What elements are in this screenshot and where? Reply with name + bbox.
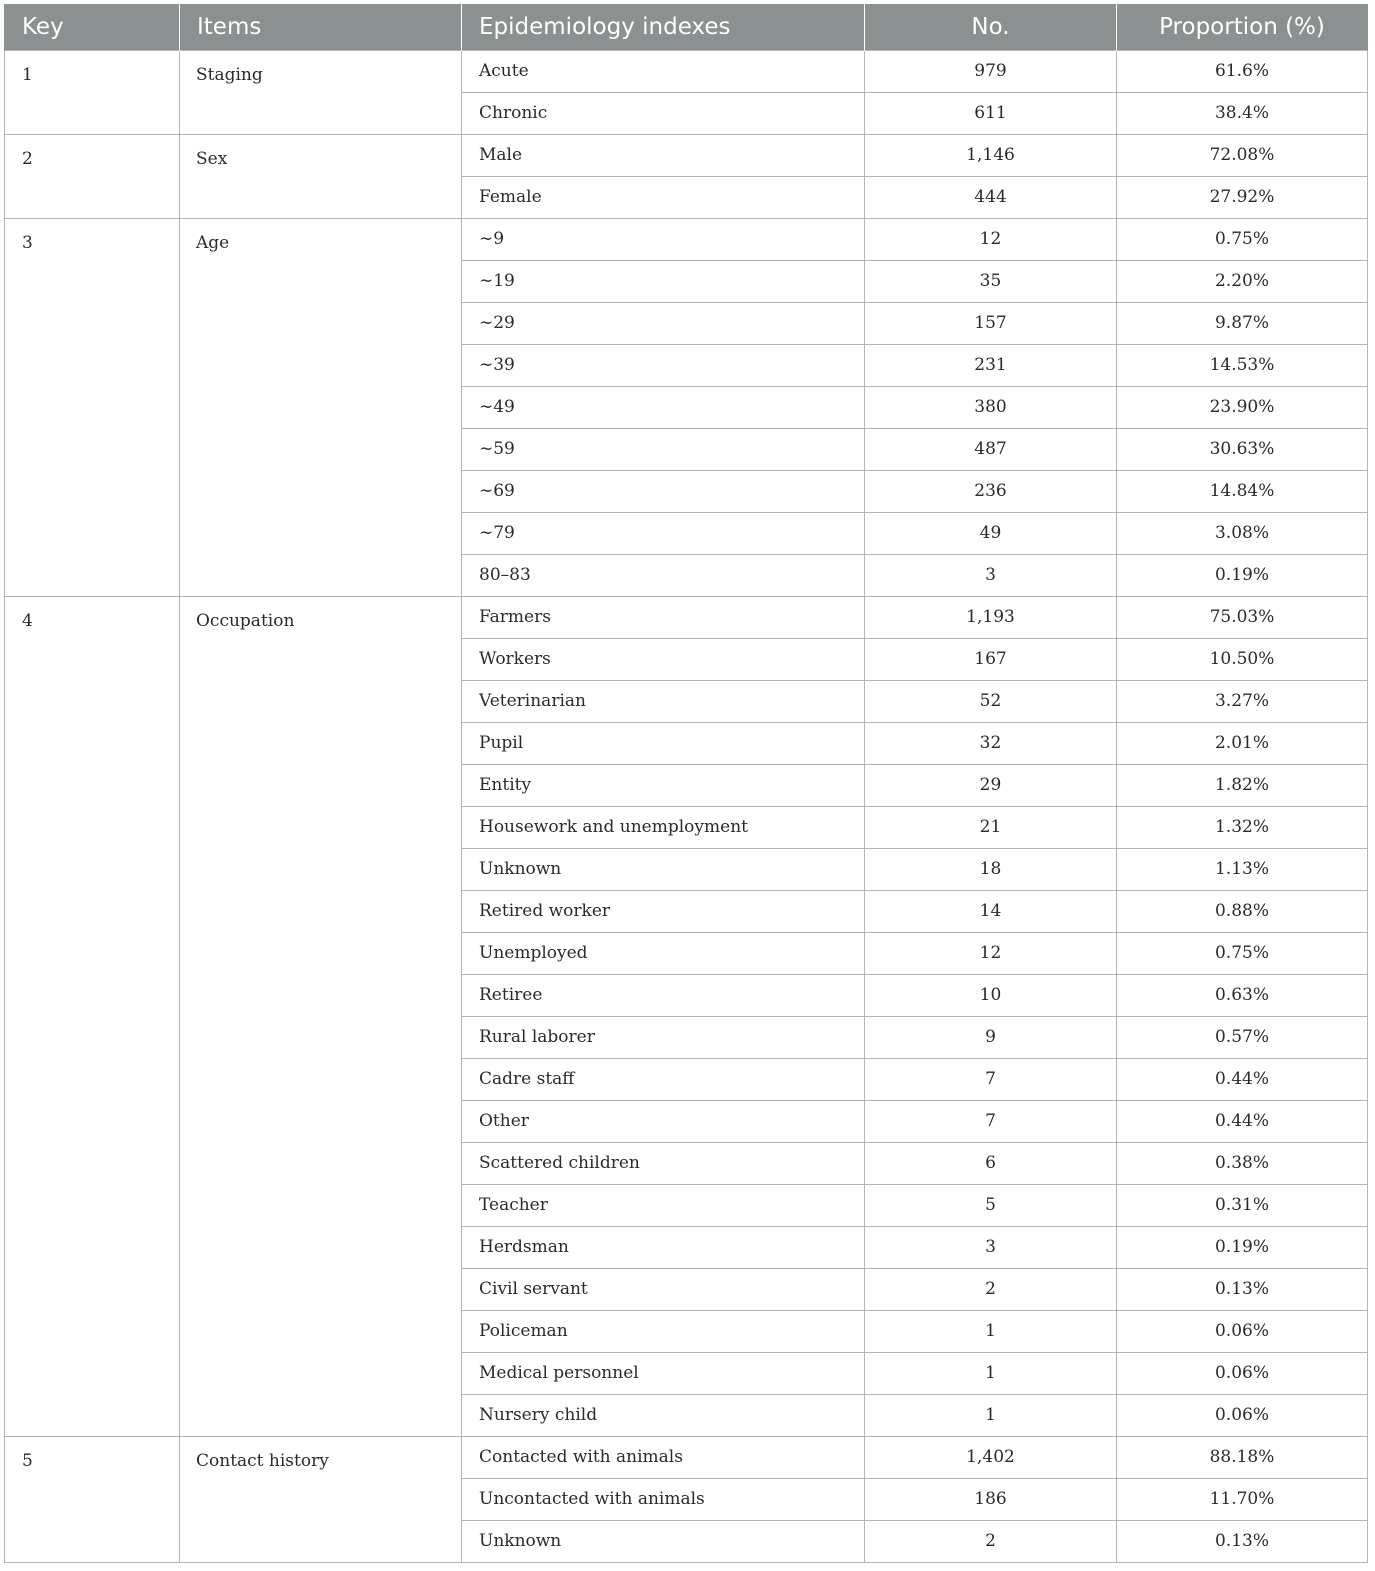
count-cell: 10 <box>865 974 1117 1016</box>
count-cell: 186 <box>865 1478 1117 1520</box>
index-cell: Unknown <box>462 848 865 890</box>
count-cell: 1,146 <box>865 134 1117 176</box>
index-cell: ∼69 <box>462 470 865 512</box>
proportion-cell: 0.31% <box>1117 1184 1368 1226</box>
index-cell: Unknown <box>462 1520 865 1562</box>
proportion-cell: 0.88% <box>1117 890 1368 932</box>
index-cell: Policeman <box>462 1310 865 1352</box>
count-cell: 1,193 <box>865 596 1117 638</box>
count-cell: 3 <box>865 554 1117 596</box>
items-cell: Staging <box>180 50 462 134</box>
table-row <box>5 134 1368 176</box>
proportion-cell: 14.53% <box>1117 344 1368 386</box>
index-cell: Male <box>462 134 865 176</box>
key-cell: 2 <box>5 134 180 218</box>
index-cell: ∼29 <box>462 302 865 344</box>
index-cell: Unemployed <box>462 932 865 974</box>
index-cell: 80–83 <box>462 554 865 596</box>
items-cell: Occupation <box>180 596 462 1436</box>
count-cell: 32 <box>865 722 1117 764</box>
key-cell: 1 <box>5 50 180 134</box>
epidemiology-table-container <box>4 4 1367 1563</box>
proportion-cell: 1.13% <box>1117 848 1368 890</box>
count-cell: 1 <box>865 1394 1117 1436</box>
count-cell: 236 <box>865 470 1117 512</box>
index-cell: ∼19 <box>462 260 865 302</box>
proportion-cell: 9.87% <box>1117 302 1368 344</box>
count-cell: 9 <box>865 1016 1117 1058</box>
proportion-cell: 88.18% <box>1117 1436 1368 1478</box>
header-no: No. <box>865 4 1117 50</box>
proportion-cell: 10.50% <box>1117 638 1368 680</box>
header-row <box>5 4 1368 50</box>
table-body <box>5 50 1368 1562</box>
table-row <box>5 218 1368 260</box>
table-row <box>5 1436 1368 1478</box>
count-cell: 35 <box>865 260 1117 302</box>
count-cell: 5 <box>865 1184 1117 1226</box>
proportion-cell: 0.19% <box>1117 554 1368 596</box>
proportion-cell: 30.63% <box>1117 428 1368 470</box>
index-cell: Retiree <box>462 974 865 1016</box>
count-cell: 7 <box>865 1058 1117 1100</box>
proportion-cell: 38.4% <box>1117 92 1368 134</box>
header-indexes: Epidemiology indexes <box>462 4 865 50</box>
index-cell: Cadre staff <box>462 1058 865 1100</box>
count-cell: 14 <box>865 890 1117 932</box>
count-cell: 49 <box>865 512 1117 554</box>
count-cell: 18 <box>865 848 1117 890</box>
count-cell: 979 <box>865 50 1117 92</box>
proportion-cell: 0.06% <box>1117 1310 1368 1352</box>
index-cell: Herdsman <box>462 1226 865 1268</box>
proportion-cell: 0.06% <box>1117 1352 1368 1394</box>
index-cell: Chronic <box>462 92 865 134</box>
index-cell: Nursery child <box>462 1394 865 1436</box>
proportion-cell: 0.63% <box>1117 974 1368 1016</box>
index-cell: Uncontacted with animals <box>462 1478 865 1520</box>
proportion-cell: 0.44% <box>1117 1058 1368 1100</box>
key-cell: 5 <box>5 1436 180 1562</box>
key-cell: 3 <box>5 218 180 596</box>
proportion-cell: 1.32% <box>1117 806 1368 848</box>
count-cell: 7 <box>865 1100 1117 1142</box>
index-cell: Medical personnel <box>462 1352 865 1394</box>
count-cell: 29 <box>865 764 1117 806</box>
table-header <box>5 4 1368 50</box>
proportion-cell: 72.08% <box>1117 134 1368 176</box>
proportion-cell: 0.38% <box>1117 1142 1368 1184</box>
index-cell: Civil servant <box>462 1268 865 1310</box>
proportion-cell: 2.20% <box>1117 260 1368 302</box>
count-cell: 1,402 <box>865 1436 1117 1478</box>
proportion-cell: 3.27% <box>1117 680 1368 722</box>
header-key: Key <box>5 4 180 50</box>
proportion-cell: 75.03% <box>1117 596 1368 638</box>
count-cell: 380 <box>865 386 1117 428</box>
index-cell: ∼39 <box>462 344 865 386</box>
count-cell: 52 <box>865 680 1117 722</box>
count-cell: 167 <box>865 638 1117 680</box>
proportion-cell: 0.06% <box>1117 1394 1368 1436</box>
header-items: Items <box>180 4 462 50</box>
proportion-cell: 0.13% <box>1117 1520 1368 1562</box>
proportion-cell: 0.57% <box>1117 1016 1368 1058</box>
index-cell: Pupil <box>462 722 865 764</box>
index-cell: Rural laborer <box>462 1016 865 1058</box>
index-cell: Teacher <box>462 1184 865 1226</box>
count-cell: 444 <box>865 176 1117 218</box>
index-cell: Contacted with animals <box>462 1436 865 1478</box>
index-cell: Farmers <box>462 596 865 638</box>
index-cell: Housework and unemployment <box>462 806 865 848</box>
count-cell: 3 <box>865 1226 1117 1268</box>
index-cell: Veterinarian <box>462 680 865 722</box>
count-cell: 487 <box>865 428 1117 470</box>
proportion-cell: 0.19% <box>1117 1226 1368 1268</box>
count-cell: 157 <box>865 302 1117 344</box>
proportion-cell: 1.82% <box>1117 764 1368 806</box>
proportion-cell: 3.08% <box>1117 512 1368 554</box>
count-cell: 21 <box>865 806 1117 848</box>
index-cell: ∼9 <box>462 218 865 260</box>
count-cell: 6 <box>865 1142 1117 1184</box>
proportion-cell: 11.70% <box>1117 1478 1368 1520</box>
index-cell: ∼79 <box>462 512 865 554</box>
proportion-cell: 0.75% <box>1117 218 1368 260</box>
proportion-cell: 0.44% <box>1117 1100 1368 1142</box>
proportion-cell: 2.01% <box>1117 722 1368 764</box>
index-cell: Retired worker <box>462 890 865 932</box>
key-cell: 4 <box>5 596 180 1436</box>
index-cell: ∼59 <box>462 428 865 470</box>
table-row <box>5 596 1368 638</box>
header-proportion: Proportion (%) <box>1117 4 1368 50</box>
proportion-cell: 61.6% <box>1117 50 1368 92</box>
proportion-cell: 14.84% <box>1117 470 1368 512</box>
count-cell: 2 <box>865 1268 1117 1310</box>
index-cell: Other <box>462 1100 865 1142</box>
index-cell: Female <box>462 176 865 218</box>
count-cell: 12 <box>865 932 1117 974</box>
count-cell: 611 <box>865 92 1117 134</box>
items-cell: Sex <box>180 134 462 218</box>
proportion-cell: 27.92% <box>1117 176 1368 218</box>
proportion-cell: 0.13% <box>1117 1268 1368 1310</box>
items-cell: Contact history <box>180 1436 462 1562</box>
count-cell: 2 <box>865 1520 1117 1562</box>
table-row <box>5 50 1368 92</box>
count-cell: 231 <box>865 344 1117 386</box>
count-cell: 12 <box>865 218 1117 260</box>
items-cell: Age <box>180 218 462 596</box>
count-cell: 1 <box>865 1310 1117 1352</box>
index-cell: Scattered children <box>462 1142 865 1184</box>
count-cell: 1 <box>865 1352 1117 1394</box>
index-cell: Acute <box>462 50 865 92</box>
index-cell: ∼49 <box>462 386 865 428</box>
proportion-cell: 23.90% <box>1117 386 1368 428</box>
index-cell: Workers <box>462 638 865 680</box>
proportion-cell: 0.75% <box>1117 932 1368 974</box>
epidemiology-table <box>4 4 1368 1563</box>
index-cell: Entity <box>462 764 865 806</box>
